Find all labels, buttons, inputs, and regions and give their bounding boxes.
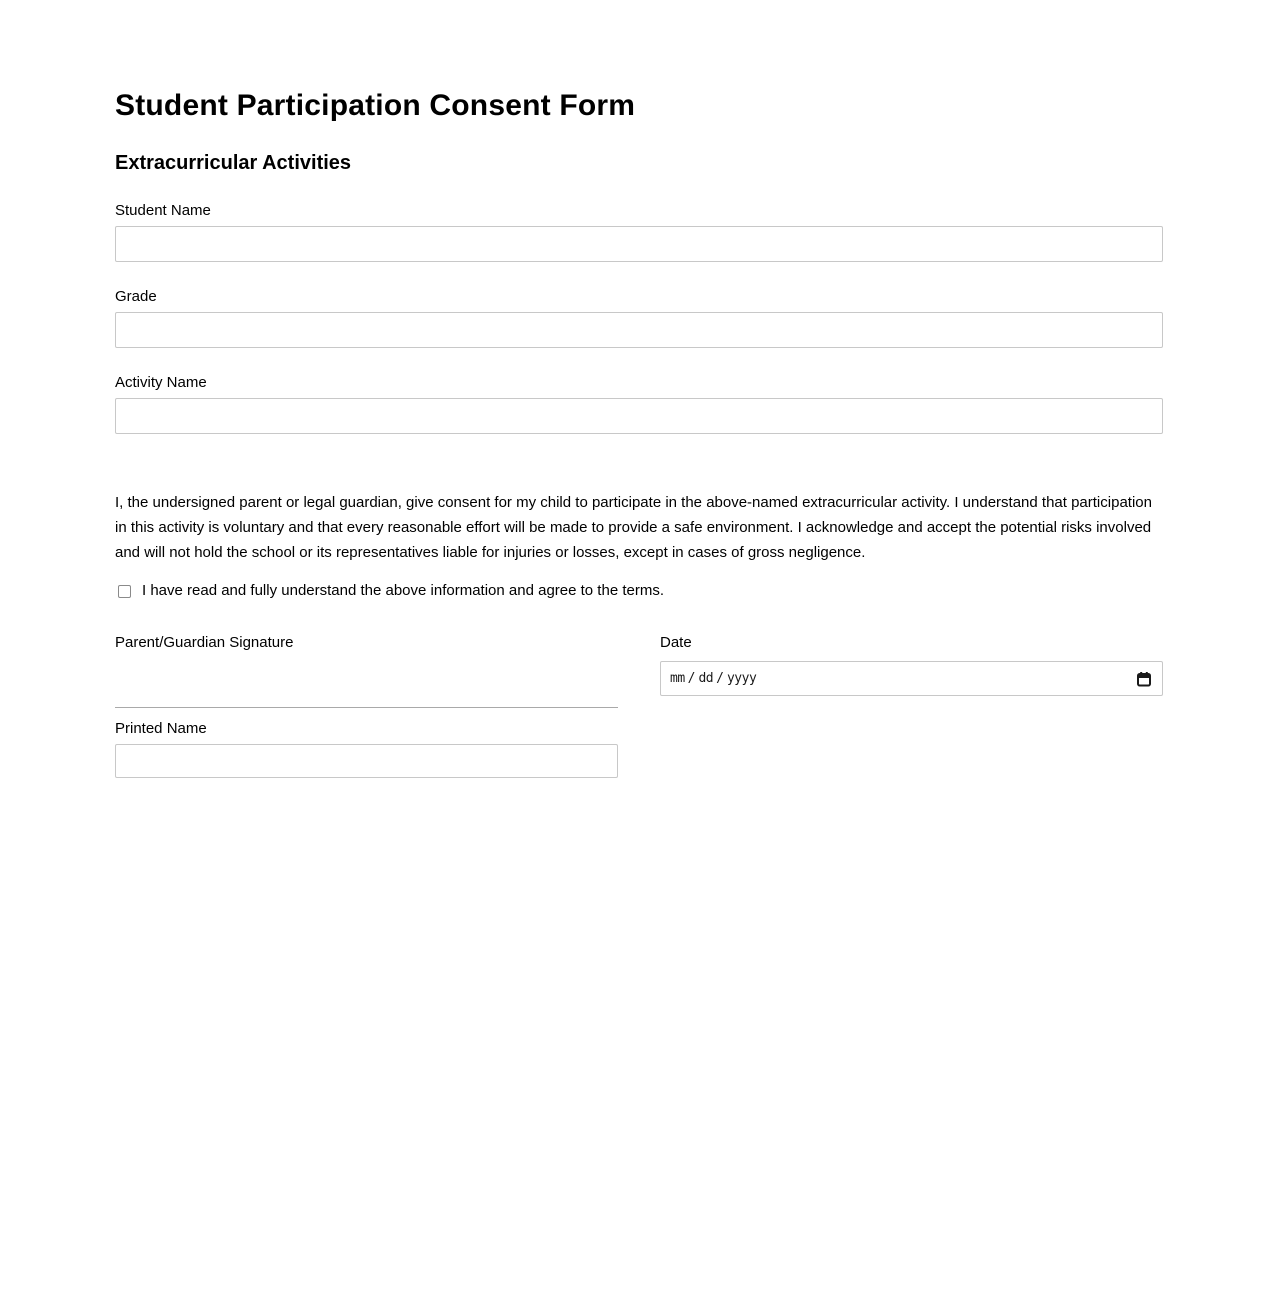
- date-year-segment[interactable]: yyyy: [726, 671, 757, 686]
- agreement-checkbox[interactable]: [118, 585, 131, 598]
- date-column: [660, 634, 1163, 778]
- signature-label: Parent/Guardian Signature: [115, 634, 294, 651]
- activity-name-input[interactable]: [115, 398, 1163, 434]
- signature-column: [115, 634, 618, 778]
- page-title: Student Participation Consent Form: [115, 89, 636, 122]
- student-name-field-group: [115, 202, 1163, 262]
- signature-date-section: [115, 634, 1163, 778]
- activity-name-label: Activity Name: [115, 374, 207, 391]
- date-input[interactable]: [660, 661, 1163, 696]
- activity-name-field-group: [115, 374, 1163, 434]
- date-day-segment[interactable]: dd: [698, 671, 714, 686]
- grade-field-group: [115, 288, 1163, 348]
- printed-name-label: Printed Name: [115, 720, 207, 737]
- agreement-checkbox-label: I have read and fully understand the above information and agree to the terms.: [142, 582, 664, 599]
- date-separator: /: [716, 671, 724, 686]
- date-label: Date: [660, 634, 692, 651]
- date-separator: /: [687, 671, 696, 686]
- signature-line[interactable]: [115, 658, 618, 708]
- consent-paragraph: I, the undersigned parent or legal guardian, give consent for my child to participate in the above-named extracurricular activity. I understand that participation in this activity is voluntary and that every reasonable effort will be made to provide a safe environment. I acknowledge and accept the potential risks involved and will not hold the school or its representatives liable for injuries or losses, except in cases of gross negligence.: [115, 494, 1152, 561]
- page-subtitle: Extracurricular Activities: [115, 152, 352, 174]
- grade-label: Grade: [115, 288, 157, 305]
- calendar-icon: [1136, 671, 1152, 687]
- date-placeholder: [670, 671, 756, 686]
- grade-input[interactable]: [115, 312, 1163, 348]
- consent-form-page: [115, 0, 1163, 778]
- student-name-input[interactable]: [115, 226, 1163, 262]
- printed-name-input[interactable]: [115, 744, 618, 778]
- date-picker-button[interactable]: [1135, 670, 1153, 688]
- student-name-label: Student Name: [115, 202, 211, 219]
- date-month-segment[interactable]: mm: [670, 671, 685, 686]
- agreement-checkbox-row: [115, 582, 1163, 600]
